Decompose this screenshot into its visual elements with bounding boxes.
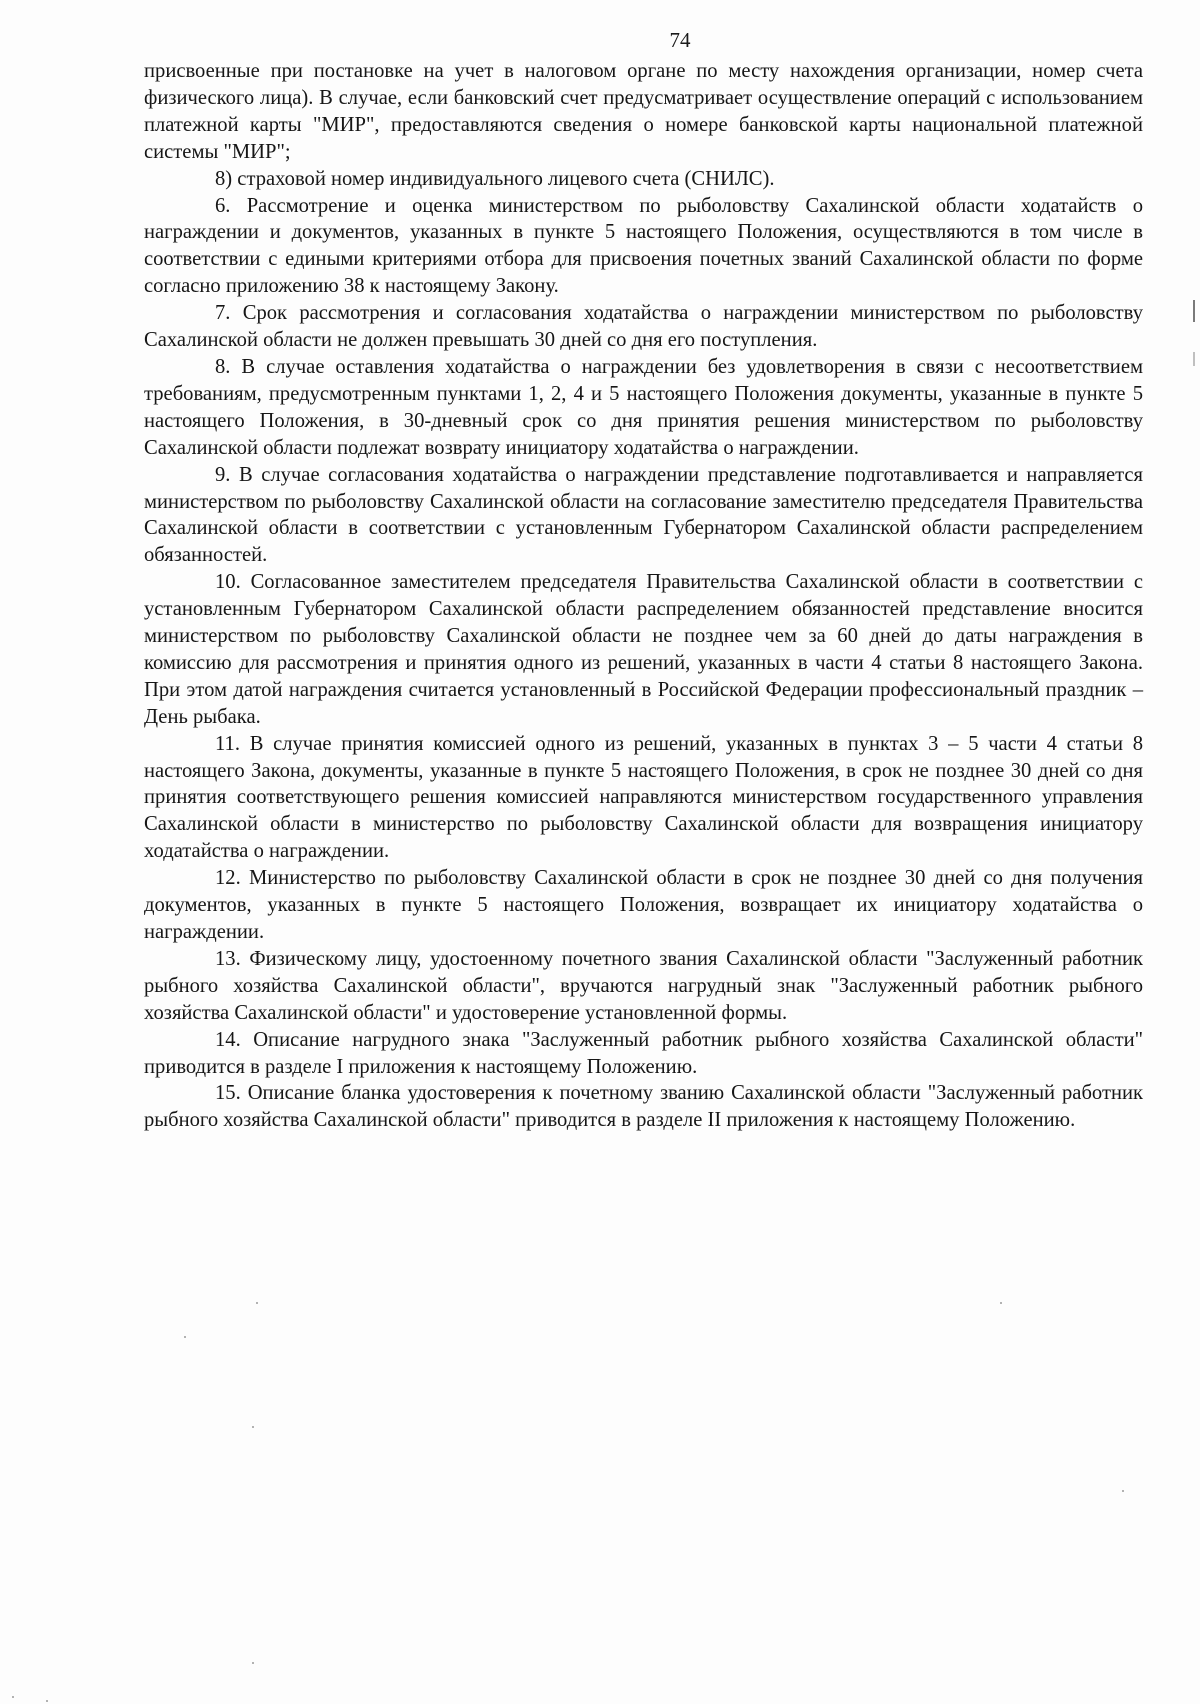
paragraph-item-13: 13. Физическому лицу, удостоенному почетного звания Сахалинской области "Заслуженный работник рыбного хозяйства Сахалинской области", вручаются нагрудный знак "Заслуженный работник рыбного хозяйства Сахалинской области" и удостоверение установленной формы. — [144, 947, 1143, 1024]
paragraph-item-8b: 8. В случае оставления ходатайства о награждении без удовлетворения в связи с несоответствием требованиям, предусмотренным пунктами 1, 2, 4 и 5 настоящего Положения документы, указанные в пункте 5 настоящего Положения, в 30-дневный срок со дня принятия решения министерством по рыболовству Сахалинской области подлежат возврату инициатору ходатайства о награждении. — [144, 355, 1143, 459]
scan-artifact-dot — [184, 1336, 186, 1338]
document-body — [144, 58, 1143, 1134]
scan-artifact-dot — [1000, 1302, 1002, 1304]
scan-artifact-dot — [256, 1302, 258, 1304]
paragraph-item-7: 7. Срок рассмотрения и согласования ходатайства о награждении министерством по рыболовству Сахалинской области не должен превышать 30 дней со дня его поступления. — [144, 302, 1143, 352]
scan-artifact-dot — [252, 1426, 254, 1428]
scan-artifact-dot — [1122, 1490, 1124, 1492]
scan-artifact-line — [1193, 300, 1195, 322]
paragraph-item-12: 12. Министерство по рыболовству Сахалинской области в срок не позднее 30 дней со дня получения документов, указанных в пункте 5 настоящего Положения, возвращает их инициатору ходатайства о награждении. — [144, 867, 1143, 943]
paragraph-continuation: присвоенные при постановке на учет в налоговом органе по месту нахождения организации, номер счета физического лица). В случае, если банковский счет предусматривает осуществление операций с использованием платежной карты "МИР", предоставляются сведения о номере банковской карты национальной платежной системы "МИР"; — [144, 60, 1143, 163]
scan-artifact-dot — [46, 1700, 48, 1702]
scan-artifact-dot — [12, 1696, 14, 1698]
paragraph-item-8: 8) страховой номер индивидуального лицевого счета (СНИЛС). — [215, 167, 775, 190]
page-number: 74 — [669, 28, 691, 52]
paragraph-item-9: 9. В случае согласования ходатайства о награждении представление подготавливается и направляется министерством по рыболовству Сахалинской области на согласование заместителю председателя Правительства Сахалинской области в соответствии с установленным Губернатором Сахалинской области распределением обязанностей. — [144, 463, 1143, 567]
paragraph-item-14: 14. Описание нагрудного знака "Заслуженный работник рыбного хозяйства Сахалинской области" приводится в разделе I приложения к настоящему Положению. — [144, 1028, 1143, 1078]
paragraph-item-10: 10. Согласованное заместителем председателя Правительства Сахалинской области в соответствии с установленным Губернатором Сахалинской области распределением обязанностей представление вносится министерством по рыболовству Сахалинской области не позднее чем за 60 дней до даты награждения в комиссию для рассмотрения и принятия одного из решений, указанных в части 4 статьи 8 настоящего Закона. При этом датой награждения считается установленный в Российской Федерации профессиональный праздник – День рыбака. — [144, 571, 1143, 728]
paragraph-item-15: 15. Описание бланка удостоверения к почетному званию Сахалинской области "Заслуженный работник рыбного хозяйства Сахалинской области" приводится в разделе II приложения к настоящему Положению. — [144, 1082, 1143, 1132]
scan-artifact-line — [1193, 352, 1195, 366]
paragraph-item-11: 11. В случае принятия комиссией одного из решений, указанных в пунктах 3 – 5 части 4 статьи 8 настоящего Закона, документы, указанные в пункте 5 настоящего Положения, в срок не позднее 30 дней со дня принятия соответствующего решения комиссией направляются министерством государственного управления Сахалинской области в министерство по рыболовству Сахалинской области для возвращения инициатору ходатайства о награждении. — [144, 732, 1143, 863]
paragraph-item-6: 6. Рассмотрение и оценка министерством по рыболовству Сахалинской области ходатайств о награждении и документов, указанных в пункте 5 настоящего Положения, осуществляются в том числе в соответствии с едиными критериями отбора для присвоения почетных званий Сахалинской области по форме согласно приложению 38 к настоящему Закону. — [144, 194, 1143, 298]
scan-artifact-dot — [252, 1662, 254, 1664]
